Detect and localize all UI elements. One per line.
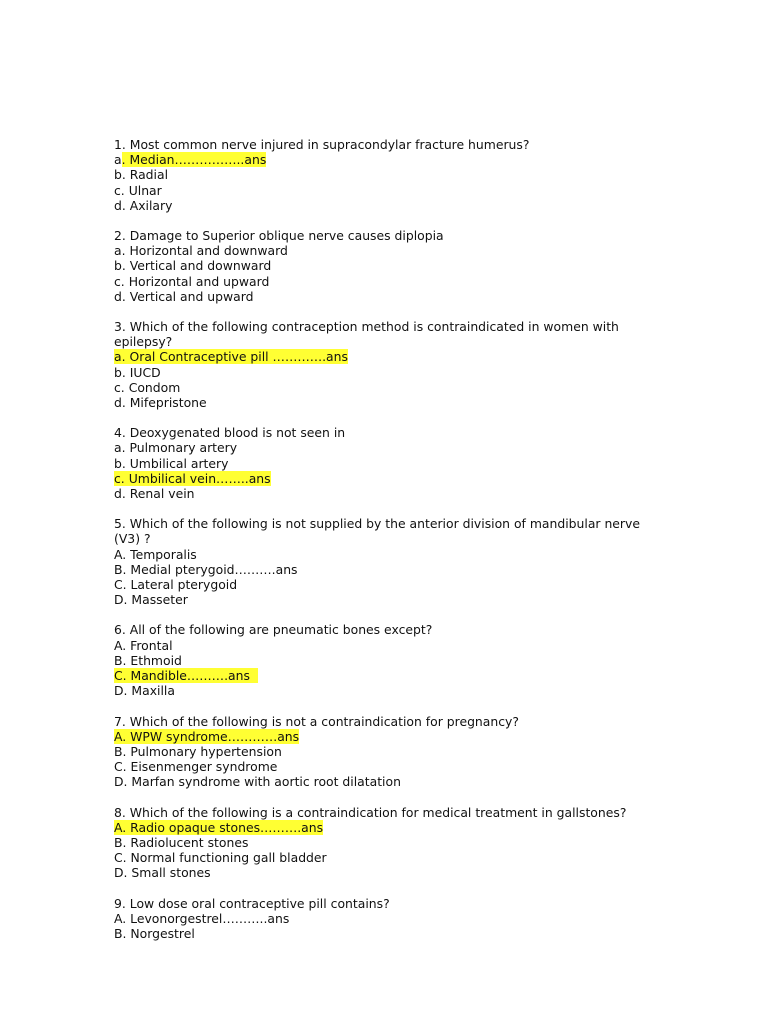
answer-option-letter: a xyxy=(114,152,122,168)
highlighted-answer-text: . Median……………..ans xyxy=(121,152,267,168)
answer-option-text: d. Axilary xyxy=(114,197,173,213)
answer-option xyxy=(114,547,654,562)
answer-option-text: B. Medial pterygoid……….ans xyxy=(114,561,298,577)
answer-option-text: A. Levonorgestrel………..ans xyxy=(114,910,290,926)
answer-option xyxy=(114,683,654,698)
question-block xyxy=(114,425,654,501)
answer-option xyxy=(114,440,654,455)
highlighted-answer-text: c. Umbilical vein……..ans xyxy=(114,470,271,486)
document-page xyxy=(114,137,654,956)
question-block xyxy=(114,714,654,790)
answer-option xyxy=(114,395,654,410)
answer-option-text: B. Pulmonary hypertension xyxy=(114,743,282,759)
answer-option-text: B. Ethmoid xyxy=(114,652,182,668)
answer-option xyxy=(114,759,654,774)
answer-option xyxy=(114,774,654,789)
highlighted-answer-text: A. WPW syndrome…………ans xyxy=(114,728,300,744)
answer-option-text: c. Condom xyxy=(114,379,181,395)
question-stem: 6. All of the following are pneumatic bones except? xyxy=(114,622,433,638)
answer-option-text: d. Renal vein xyxy=(114,486,195,502)
answer-option-text: D. Marfan syndrome with aortic root dilatation xyxy=(114,774,401,790)
answer-option xyxy=(114,668,654,683)
answer-option-text: c. Ulnar xyxy=(114,182,162,198)
highlighted-answer-text: a. Oral Contraceptive pill ………….ans xyxy=(114,349,348,365)
question-block xyxy=(114,228,654,304)
question-stem: 5. Which of the following is not supplied by the anterior division of mandibular nerve (V3) ? xyxy=(114,516,644,547)
answer-option xyxy=(114,456,654,471)
highlighted-answer-text: A. Radio opaque stones……….ans xyxy=(114,819,324,835)
answer-option xyxy=(114,243,654,258)
answer-option xyxy=(114,198,654,213)
answer-option xyxy=(114,653,654,668)
answer-option-text: a. Horizontal and downward xyxy=(114,243,288,259)
answer-option xyxy=(114,289,654,304)
answer-option-text: a. Pulmonary artery xyxy=(114,440,238,456)
answer-option-text: C. Normal functioning gall bladder xyxy=(114,850,327,866)
answer-option xyxy=(114,486,654,501)
answer-option xyxy=(114,850,654,865)
question-stem: 4. Deoxygenated blood is not seen in xyxy=(114,425,346,441)
answer-option-text: b. Umbilical artery xyxy=(114,455,229,471)
answer-option xyxy=(114,167,654,182)
question-stem: 7. Which of the following is not a contraindication for pregnancy? xyxy=(114,713,519,729)
answer-option-text: b. IUCD xyxy=(114,364,161,380)
answer-option xyxy=(114,865,654,880)
answer-option xyxy=(114,562,654,577)
answer-option-text: d. Mifepristone xyxy=(114,395,207,411)
question-stem: 3. Which of the following contraception method is contraindicated in women with epilepsy? xyxy=(114,319,623,350)
question-block xyxy=(114,137,654,213)
answer-option xyxy=(114,365,654,380)
answer-option xyxy=(114,349,654,364)
question-block xyxy=(114,622,654,698)
answer-option xyxy=(114,926,654,941)
question-block xyxy=(114,896,654,942)
answer-option-text: B. Radiolucent stones xyxy=(114,834,249,850)
answer-option xyxy=(114,258,654,273)
highlighted-answer-text: C. Mandible……….ans xyxy=(114,668,258,684)
question-block xyxy=(114,805,654,881)
answer-option-text: c. Horizontal and upward xyxy=(114,273,270,289)
answer-option xyxy=(114,183,654,198)
answer-option xyxy=(114,274,654,289)
answer-option xyxy=(114,380,654,395)
question-block xyxy=(114,516,654,607)
answer-option xyxy=(114,744,654,759)
question-block xyxy=(114,319,654,410)
answer-option-text: B. Norgestrel xyxy=(114,925,195,941)
answer-option-text: A. Temporalis xyxy=(114,546,197,562)
answer-option-text: d. Vertical and upward xyxy=(114,288,254,304)
answer-option xyxy=(114,820,654,835)
answer-option-text: D. Small stones xyxy=(114,865,211,881)
answer-option-text: D. Masseter xyxy=(114,592,188,608)
answer-option-text: C. Eisenmenger syndrome xyxy=(114,759,278,775)
answer-option xyxy=(114,835,654,850)
question-stem: 1. Most common nerve injured in supracondylar fracture humerus? xyxy=(114,137,530,152)
answer-option xyxy=(114,592,654,607)
answer-option xyxy=(114,471,654,486)
answer-option xyxy=(114,638,654,653)
answer-option-text: D. Maxilla xyxy=(114,683,175,699)
question-stem: 8. Which of the following is a contraindication for medical treatment in gallstones? xyxy=(114,804,627,820)
answer-option-text: C. Lateral pterygoid xyxy=(114,577,238,593)
answer-option xyxy=(114,577,654,592)
answer-option xyxy=(114,729,654,744)
answer-option-text: A. Frontal xyxy=(114,637,173,653)
answer-option xyxy=(114,911,654,926)
answer-option-text: b. Radial xyxy=(114,167,169,183)
answer-option xyxy=(114,152,654,167)
question-stem: 2. Damage to Superior oblique nerve causes diplopia xyxy=(114,228,444,244)
question-stem: 9. Low dose oral contraceptive pill contains? xyxy=(114,895,390,911)
answer-option-text: b. Vertical and downward xyxy=(114,258,272,274)
